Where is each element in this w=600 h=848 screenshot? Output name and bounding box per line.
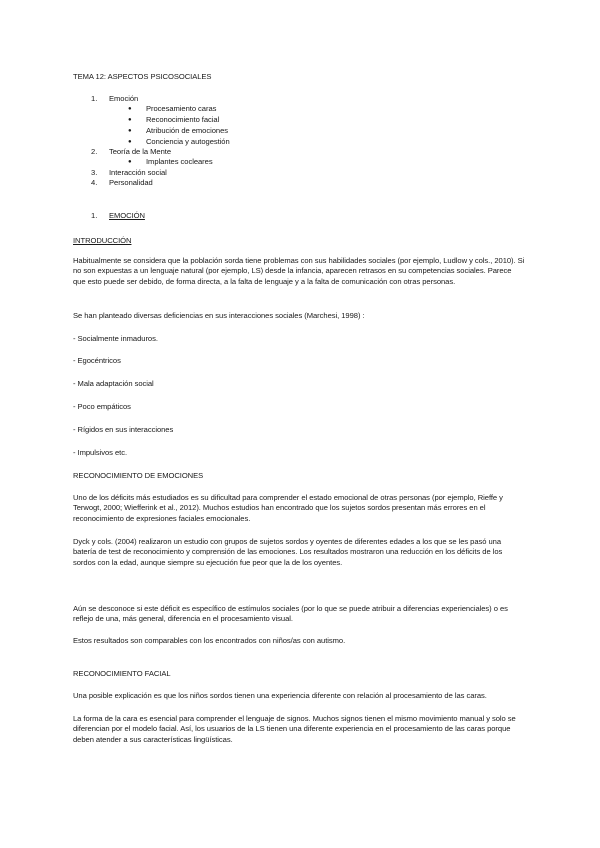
section-heading: EMOCIÓN: [109, 211, 145, 220]
bullet-icon: ●: [128, 139, 132, 145]
outline-item-label: Emoción: [109, 94, 139, 103]
outline-subitem: Procesamiento caras: [146, 104, 217, 113]
bullet-icon: ●: [128, 106, 132, 112]
outline-subitem: Implantes cocleares: [146, 157, 213, 166]
section-subheading: RECONOCIMIENTO FACIAL: [73, 669, 171, 678]
outline-num: 4.: [91, 178, 98, 187]
bullet-icon: ●: [128, 117, 132, 123]
list-item: - Impulsivos etc.: [73, 448, 128, 457]
paragraph: Estos resultados son comparables con los encontrados con niños/as con autismo.: [73, 636, 346, 645]
outline-subitem: Conciencia y autogestión: [146, 137, 230, 146]
intro-paragraph: Se han planteado diversas deficiencias en sus interacciones sociales (Marchesi, 1998) :: [73, 311, 365, 320]
section-num: 1.: [91, 211, 98, 220]
list-item: - Rígidos en sus interacciones: [73, 425, 174, 434]
outline-num: 3.: [91, 168, 98, 177]
outline-subitem: Atribución de emociones: [146, 126, 229, 135]
paragraph: Una posible explicación es que los niños sordos tienen una experiencia diferente con relación al procesamiento de las caras.: [73, 691, 487, 700]
list-item: - Poco empáticos: [73, 402, 131, 411]
list-item: - Mala adaptación social: [73, 379, 154, 388]
bullet-icon: ●: [128, 159, 132, 165]
document-title: TEMA 12: ASPECTOS PSICOSOCIALES: [73, 72, 212, 81]
outline-subitem: Reconocimiento facial: [146, 115, 220, 124]
paragraph: Dyck y cols. (2004) realizaron un estudio con grupos de sujetos sordos y oyentes de diferentes edades a los que se les pasó una batería de test de reconocimiento y comprensión de las emociones. Los resultados mostraron una reducción en los déficits de los sordos con la edad, aunque siempre su ejecución fue peor que la de los oyentes.: [73, 537, 503, 567]
outline-num: 1.: [91, 94, 98, 103]
outline-item-label: Personalidad: [109, 178, 153, 187]
bullet-icon: ●: [128, 128, 132, 134]
outline-item-label: Teoría de la Mente: [109, 147, 171, 156]
list-item: - Egocéntricos: [73, 356, 121, 365]
intro-heading: INTRODUCCIÓN: [73, 236, 132, 245]
paragraph: Uno de los déficits más estudiados es su dificultad para comprender el estado emocional de otras personas (por ejemplo, Rieffe y Terwogt, 2000; Wiefferink et al., 2012). Muchos estudios han encontrado que los sujetos sordos presentan más errores en el reconocimiento de expresiones faciales emocionales.: [73, 493, 503, 523]
section-subheading: RECONOCIMIENTO DE EMOCIONES: [73, 471, 204, 480]
outline-item-label: Interacción social: [109, 168, 167, 177]
paragraph: La forma de la cara es esencial para comprender el lenguaje de signos. Muchos signos tienen el mismo movimiento manual y solo se diferencian por el modelo facial. Así, los usuarios de la LS tienen una diferente experiencia en el procesamiento de las caras porque deben atender a sus características lingüísticas.: [73, 714, 516, 744]
intro-paragraph: Habitualmente se considera que la población sorda tiene problemas con sus habilidades sociales (por ejemplo, Ludlow y cols., 2010). Si no son expuestas a un lenguaje natural (por ejemplo, LS) desde la infancia, aparecen retrasos en su competencias sociales. Parece que esto puede ser debido, de forma directa, a la falta de lenguaje y a la falta de comunicación con otras personas.: [73, 256, 525, 286]
paragraph: Aún se desconoce si este déficit es específico de estímulos sociales (por lo que se puede atribuir a diferencias experienciales) o es reflejo de una, más general, diferencia en el procesamiento visual.: [73, 604, 508, 624]
list-item: - Socialmente inmaduros.: [73, 334, 158, 343]
outline-num: 2.: [91, 147, 98, 156]
